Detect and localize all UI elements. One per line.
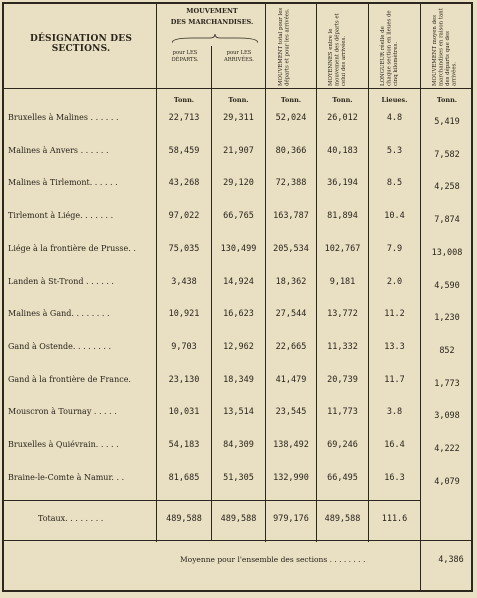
mouvement-header — [160, 6, 264, 28]
section-name: Liége à la frontière de Prusse. . — [8, 244, 136, 253]
cell-moyen: 3,098 — [434, 411, 460, 421]
cell-moyen: 13,008 — [431, 248, 463, 258]
unit-label: Tonn. — [173, 96, 195, 104]
cell-longueur: 13.3 — [384, 342, 405, 352]
mouvement-moyen-header: MOUVEMENT moyen des marchandises en raison tant des départs que des arrivées. — [432, 8, 458, 86]
totals-label: Totaux. . . . . . . . — [38, 514, 104, 523]
cell-arrivees: 84,309 — [223, 440, 254, 450]
departs-subheader: pour LES DÉPARTS. — [171, 50, 199, 63]
cell-moyen: 852 — [439, 346, 455, 356]
longueur-header: LONGUEUR réelle de chaque section en lieues de cinq kilomètres. — [380, 10, 399, 86]
cell-moyen: 4,079 — [434, 477, 460, 487]
column-divider — [156, 2, 157, 542]
moyenne-ensemble-label: Moyenne pour l'ensemble des sections . . . . . . . . — [180, 555, 366, 564]
moyenne-ensemble-value: 4,386 — [438, 555, 464, 565]
cell-longueur: 16.4 — [384, 440, 405, 450]
cell-departs: 81,685 — [168, 473, 200, 483]
cell-moyenne: 11,332 — [327, 342, 358, 352]
cell-departs: 43,268 — [168, 178, 200, 188]
section-name: Mouscron à Tournay . . . . . — [8, 407, 117, 416]
cell-departs: 10,031 — [168, 407, 200, 417]
unit-label: Tonn. — [228, 96, 249, 104]
totals-rule — [2, 500, 420, 501]
cell-total: 22,665 — [275, 342, 307, 352]
cell-moyenne: 26,012 — [327, 113, 358, 123]
column-divider — [420, 2, 421, 590]
section-name: Bruxelles à Quiévrain. . . . . — [8, 440, 119, 449]
cell-departs: 75,035 — [168, 244, 200, 254]
section-name: Tirlemont à Liége. . . . . . . — [8, 211, 114, 220]
cell-arrivees: 18,349 — [223, 375, 254, 385]
column-divider — [316, 2, 317, 542]
cell-departs: 22,713 — [168, 113, 200, 123]
cell-departs: 3,438 — [171, 277, 197, 287]
arrivees-subheader: pour LES ARRIVÉES. — [224, 50, 254, 63]
cell-arrivees: 51,305 — [223, 473, 254, 483]
cell-moyen: 7,582 — [434, 150, 460, 160]
cell-arrivees: 21,907 — [223, 146, 254, 156]
cell-moyenne: 36,194 — [327, 178, 358, 188]
unit-label: Lieues. — [381, 96, 408, 104]
cell-moyen: 4,590 — [434, 281, 460, 291]
cell-longueur: 16.3 — [384, 473, 405, 483]
cell-arrivees: 12,962 — [223, 342, 254, 352]
section-name: Gand à la frontière de France. — [8, 375, 131, 384]
totals-total: 979,176 — [273, 514, 309, 524]
cell-departs: 9,703 — [171, 342, 197, 352]
cell-arrivees: 16,623 — [223, 309, 254, 319]
cell-total: 72,388 — [275, 178, 307, 188]
cell-arrivees: 130,499 — [220, 244, 257, 254]
moyennes-header: MOYENNES entre le mouvement des départs et celui des arrivées. — [328, 13, 347, 86]
designation-header: DÉSIGNATION DES SECTIONS. — [29, 34, 133, 54]
cell-total: 138,492 — [273, 440, 309, 450]
unit-label: Tonn. — [332, 96, 353, 104]
cell-departs: 97,022 — [168, 211, 200, 221]
cell-arrivees: 29,120 — [223, 178, 254, 188]
totals-longueur: 111.6 — [381, 514, 408, 524]
cell-longueur: 7.9 — [386, 244, 403, 254]
cell-moyenne: 13,772 — [327, 309, 358, 319]
cell-moyenne: 20,739 — [327, 375, 358, 385]
cell-total: 27,544 — [275, 309, 307, 319]
column-divider — [368, 2, 369, 542]
cell-arrivees: 66,765 — [223, 211, 254, 221]
cell-moyenne: 102,767 — [324, 244, 361, 254]
cell-longueur: 5.3 — [386, 146, 403, 156]
column-divider — [265, 2, 266, 542]
cell-arrivees: 14,924 — [223, 277, 254, 287]
totals-bottom-rule — [2, 540, 473, 541]
cell-total: 132,990 — [273, 473, 309, 483]
cell-longueur: 2.0 — [386, 277, 403, 287]
cell-moyenne: 69,246 — [327, 440, 358, 450]
cell-departs: 58,459 — [168, 146, 200, 156]
section-name: Landen à St-Trond . . . . . . — [8, 277, 114, 286]
unit-label: Tonn. — [436, 96, 458, 104]
mouvement-title-1: MOUVEMENT — [186, 7, 238, 15]
totals-moyenne: 489,588 — [324, 514, 361, 524]
cell-moyen: 1,773 — [434, 379, 460, 389]
cell-longueur: 8.5 — [386, 178, 403, 188]
table-frame — [2, 2, 473, 592]
mouvement-total-header: MOUVEMENT total pour les départs et pour les arrivées. — [278, 7, 291, 86]
cell-departs: 23,130 — [168, 375, 200, 385]
cell-longueur: 10.4 — [384, 211, 405, 221]
cell-arrivees: 29,311 — [223, 113, 254, 123]
cell-moyenne: 9,181 — [329, 277, 356, 287]
cell-departs: 54,183 — [168, 440, 200, 450]
cell-total: 80,366 — [275, 146, 307, 156]
totals-departs: 489,588 — [166, 514, 202, 524]
cell-total: 205,534 — [273, 244, 309, 254]
header-rule — [2, 88, 473, 89]
cell-moyenne: 11,773 — [327, 407, 358, 417]
cell-total: 163,787 — [273, 211, 309, 221]
totals-arrivees: 489,588 — [220, 514, 257, 524]
cell-longueur: 11.2 — [384, 309, 405, 319]
section-name: Gand à Ostende. . . . . . . . — [8, 342, 112, 351]
section-name: Malines à Tirlemont. . . . . . — [8, 178, 118, 187]
brace-decoration — [172, 34, 258, 44]
cell-moyen: 1,230 — [434, 313, 460, 323]
cell-moyen: 4,222 — [434, 444, 460, 454]
section-name: Malines à Anvers . . . . . . — [8, 146, 109, 155]
cell-longueur: 11.7 — [384, 375, 405, 385]
cell-longueur: 4.8 — [386, 113, 403, 123]
cell-total: 52,024 — [275, 113, 307, 123]
cell-moyen: 7,874 — [434, 215, 460, 225]
section-name: Braine-le-Comte à Namur. . . — [8, 473, 125, 482]
mouvement-title-2: DES MARCHANDISES. — [170, 18, 254, 26]
cell-moyenne: 81,894 — [327, 211, 358, 221]
cell-arrivees: 13,514 — [223, 407, 254, 417]
cell-longueur: 3.8 — [386, 407, 403, 417]
section-name: Bruxelles à Malines . . . . . . — [8, 113, 119, 122]
cell-moyen: 5,419 — [434, 117, 460, 127]
cell-departs: 10,921 — [168, 309, 200, 319]
cell-total: 18,362 — [275, 277, 307, 287]
cell-moyenne: 40,183 — [327, 146, 358, 156]
section-name: Malines à Gand. . . . . . . . — [8, 309, 110, 318]
cell-moyenne: 66,495 — [327, 473, 358, 483]
unit-label: Tonn. — [280, 96, 302, 104]
cell-total: 23,545 — [275, 407, 307, 417]
cell-total: 41,479 — [275, 375, 307, 385]
cell-moyen: 4,258 — [434, 182, 460, 192]
